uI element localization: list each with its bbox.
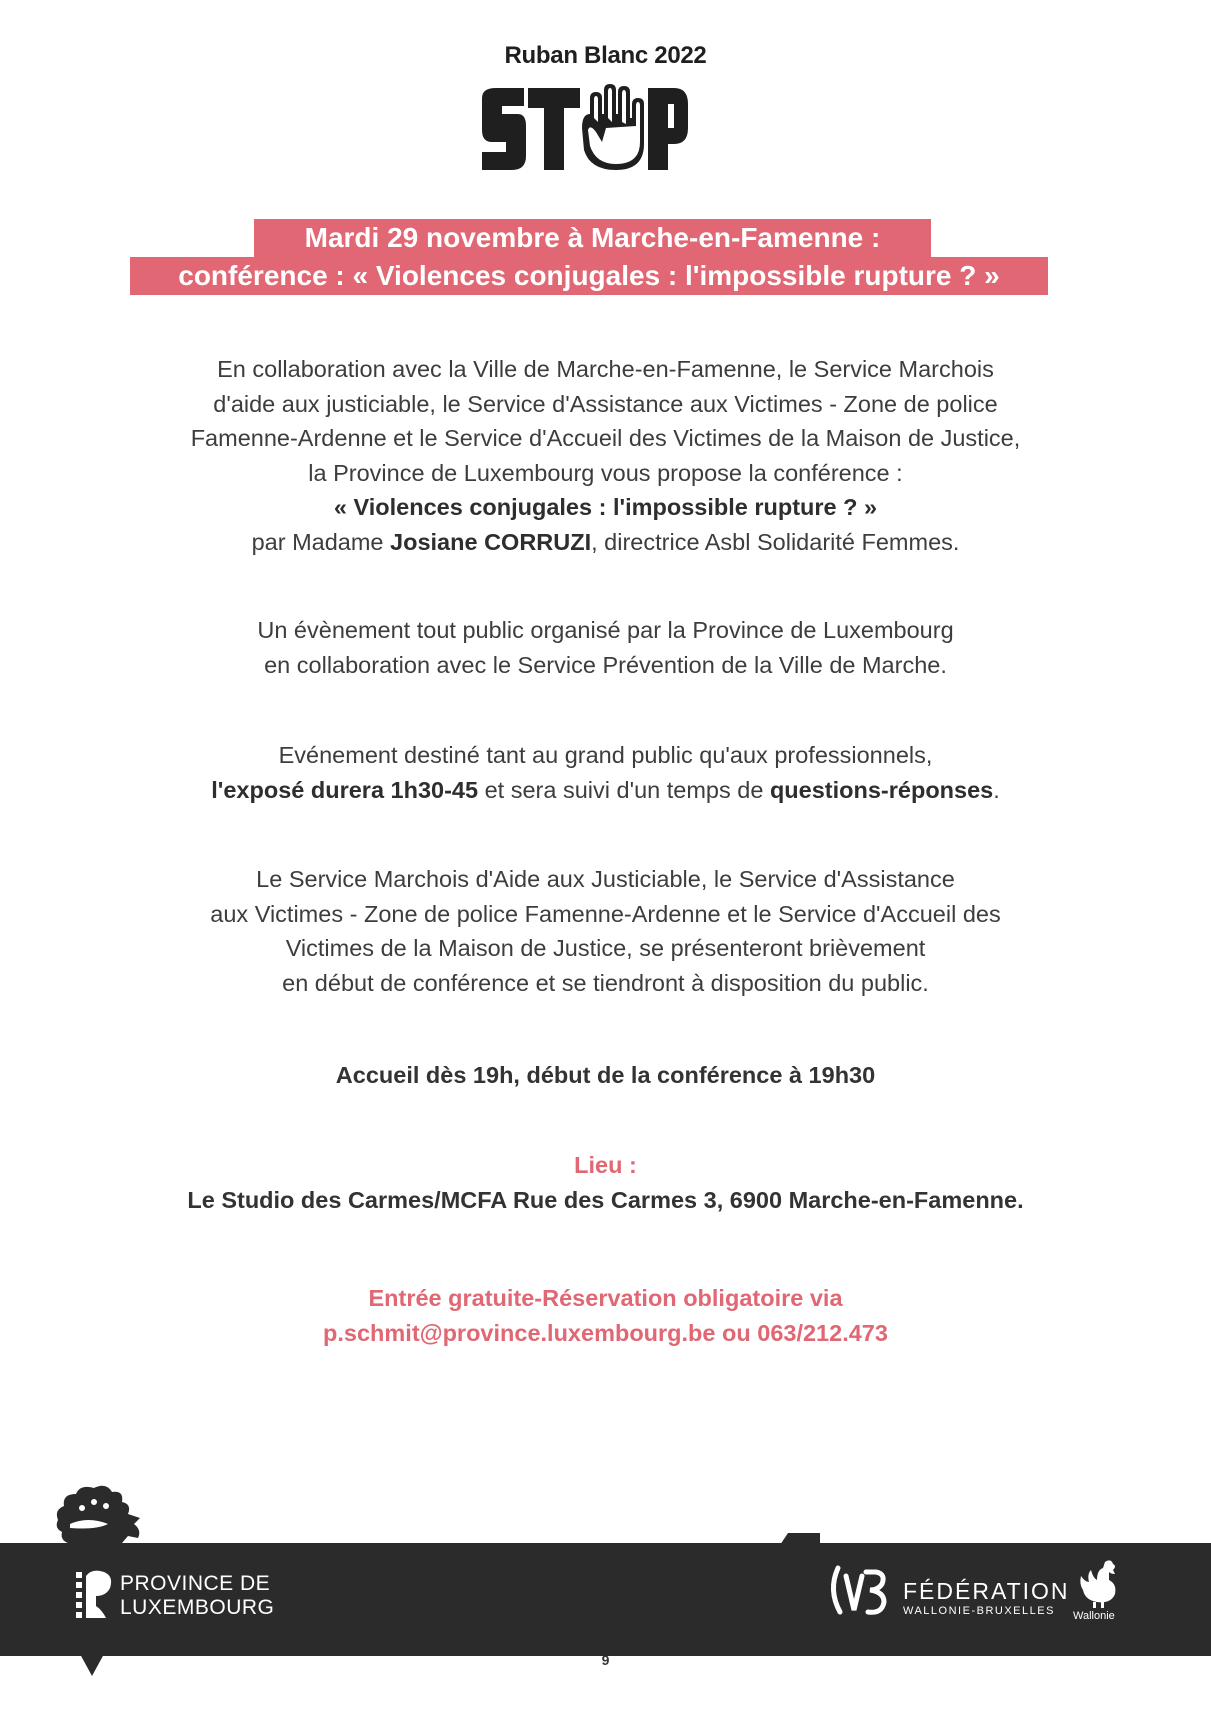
header-title: Ruban Blanc 2022 (504, 42, 707, 69)
services-line: Le Service Marchois d'Aide aux Justiciable, le Service d'Assistance (256, 866, 955, 892)
audience-mid: et sera suivi d'un temps de (478, 776, 770, 803)
reservation-line: Entrée gratuite-Réservation obligatoire via (368, 1285, 843, 1311)
schedule-text: Accueil dès 19h, début de la conférence à 19h30 (335, 1062, 876, 1088)
qa-text: questions-réponses (769, 776, 994, 803)
services-line: en début de conférence et se tiendront à disposition du public. (282, 969, 929, 996)
audience-line: Evénement destiné tant au grand public qu'aux professionnels, (278, 742, 933, 768)
audience-detail-line (80, 773, 1131, 808)
venue-address: Le Studio des Carmes/MCFA Rue des Carmes 3, 6900 Marche-en-Famenne. (187, 1186, 1024, 1213)
intro-line: Famenne-Ardenne et le Service d'Accueil des Victimes de la Maison de Justice, (190, 425, 1021, 451)
fwb-line-1: FÉDÉRATION (903, 1578, 1070, 1604)
reservation-block (80, 1281, 1131, 1350)
reservation-contact[interactable]: p.schmit@province.luxembourg.be ou 063/212.473 (323, 1319, 888, 1346)
fwb-line-2: WALLONIE-BRUXELLES (903, 1605, 1055, 1617)
services-paragraph (80, 862, 1131, 1000)
venue-block (80, 1148, 1131, 1217)
fwb-logo-icon (822, 1560, 892, 1624)
public-event-line: en collaboration avec le Service Prévention de la Ville de Marche. (264, 651, 947, 678)
speaker-line (80, 525, 1131, 560)
banner-line-1: Mardi 29 novembre à Marche-en-Famenne : (254, 219, 931, 257)
rooster-icon (1075, 1558, 1125, 1608)
duration-text: l'exposé durera 1h30-45 (211, 776, 479, 803)
province-logo-text (120, 1572, 274, 1620)
conference-title: « Violences conjugales : l'impossible rupture ? » (333, 494, 878, 520)
public-event-line: Un évènement tout public organisé par la Province de Luxembourg (257, 617, 954, 643)
province-line-1: PROVINCE DE (120, 1572, 271, 1595)
intro-paragraph (80, 352, 1131, 559)
speaker-prefix: par Madame (251, 528, 391, 555)
public-event-paragraph (80, 613, 1131, 682)
intro-line: la Province de Luxembourg vous propose la conférence : (308, 459, 903, 486)
services-line: aux Victimes - Zone de police Famenne-Ardenne et le Service d'Accueil des (210, 900, 1001, 927)
footer-tab (780, 1533, 820, 1545)
banner-line-2: conférence : « Violences conjugales : l'impossible rupture ? » (130, 257, 1048, 295)
stop-logo (478, 84, 688, 174)
services-line: Victimes de la Maison de Justice, se présenteront brièvement (285, 935, 926, 961)
venue-label: Lieu : (574, 1152, 637, 1178)
speaker-name: Josiane CORRUZI (390, 528, 592, 555)
intro-line: En collaboration avec la Ville de Marche-en-Famenne, le Service Marchois (217, 356, 994, 382)
audience-paragraph (80, 738, 1131, 807)
province-line-2: LUXEMBOURG (120, 1596, 275, 1619)
page-number: 9 (601, 1652, 610, 1668)
speaker-suffix: , directrice Asbl Solidarité Femmes. (591, 528, 960, 555)
wallonie-label: Wallonie (1073, 1610, 1115, 1622)
province-emblem-icon (72, 1566, 116, 1624)
intro-line: d'aide aux justiciable, le Service d'Assistance aux Victimes - Zone de police (213, 390, 998, 417)
audience-end: . (993, 776, 1000, 803)
fwb-logo-text (903, 1578, 1070, 1618)
